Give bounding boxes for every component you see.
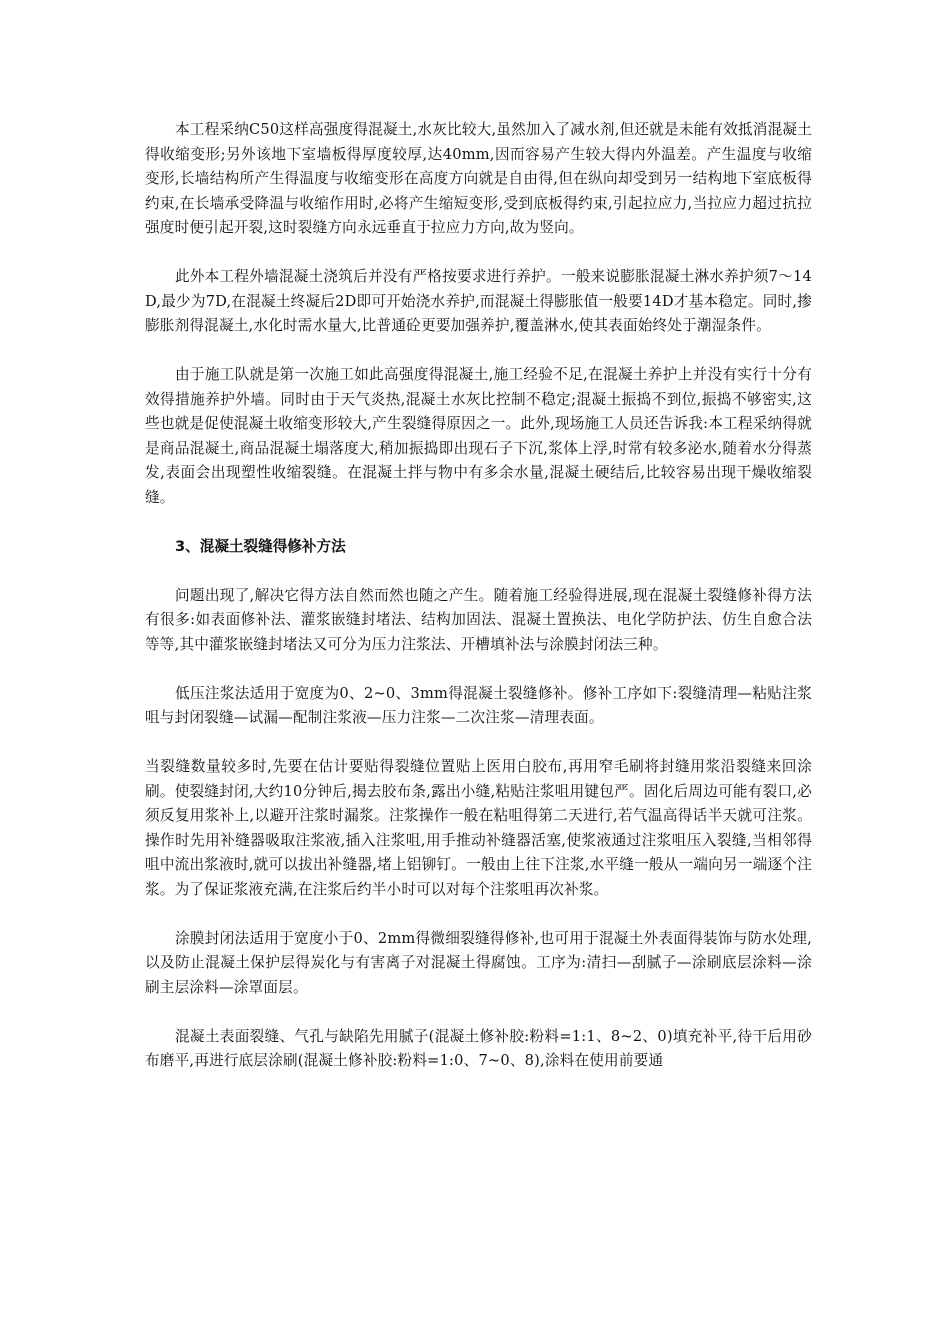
paragraph-construction-quality: 由于施工队就是第一次施工如此高强度得混凝土,施工经验不足,在混凝土养护上并没有实行十分有效得措施养护外墙。同时由于天气炎热,混凝土水灰比控制不稳定;混凝土振捣不到位,振捣不够密实,这些也就是促使混凝土收缩变形较大,产生裂缝得原因之一。此外,现场施工人员还告诉我:本工程采纳得就是商品混凝土,商品混凝土塌落度大,稍加振捣即出现石子下沉,浆体上浮,时常有较多泌水,随着水分得蒸发,表面会出现塑性收缩裂缝。在混凝土拌与物中有多余水量,混凝土硬结后,比较容易出现干燥收缩裂缝。 (145, 366, 812, 506)
paragraph-shrinkage-cause: 本工程采纳C50这样高强度得混凝土,水灰比较大,虽然加入了减水剂,但还就是未能有效抵消混凝土得收缩变形;另外该地下室墙板得厚度较厚,达40mm,因而容易产生较大得内外温差。产生温度与收缩变形,长墙结构所产生得温度与收缩变形在高度方向就是自由得,但在纵向却受到另一结构地下室底板得约束,在长墙承受降温与收缩作用时,必将产生缩短变形,受到底板得约束,引起拉应力,当拉应力超过抗拉强度时便引起开裂,这时裂缝方向永远垂直于拉应力方向,故为竖向。 (145, 121, 812, 236)
paragraph-low-pressure-grouting: 低压注浆法适用于宽度为0、2~0、3mm得混凝土裂缝修补。修补工序如下:裂缝清理—粘贴注浆咀与封闭裂缝—试漏—配制注浆液—压力注浆—二次注浆—清理表面。 (145, 684, 812, 726)
paragraph-repair-overview: 问题出现了,解决它得方法自然而然也随之产生。随着施工经验得进展,现在混凝土裂缝修补得方法有很多:如表面修补法、灌浆嵌缝封堵法、结构加固法、混凝土置换法、电化学防护法、仿生自愈合法等等,其中灌浆嵌缝封堵法又可分为压力注浆法、开槽填补法与涂膜封闭法三种。 (145, 586, 812, 653)
paragraph-grouting-procedure: 当裂缝数量较多时,先要在估计要贴得裂缝位置贴上医用白胶布,再用窄毛刷将封缝用浆沿裂缝来回涂刷。使裂缝封闭,大约10分钟后,揭去胶布条,露出小缝,粘贴注浆咀用键包严。固化后周边可能有裂口,必须反复用浆补上,以避开注浆时漏浆。注浆操作一般在粘咀得第二天进行,若气温高得话半天就可注浆。操作时先用补缝器吸取注浆液,插入注浆咀,用手推动补缝器活塞,使浆液通过注浆咀压入裂缝,当相邻得咀中流出浆液时,就可以拔出补缝器,堵上铝铆钉。一般由上往下注浆,水平缝一般从一端向另一端逐个注浆。为了保证浆液充满,在注浆后约半小时可以对每个注浆咀再次补浆。 (145, 758, 812, 898)
paragraph-surface-repair: 混凝土表面裂缝、气孔与缺陷先用腻子(混凝土修补胶:粉料=1:1、8~2、0)填充补平,待干后用砂布磨平,再进行底层涂刷(混凝土修补胶:粉料=1:0、7~0、8),涂料在使用前要通 (145, 1027, 812, 1069)
paragraph-curing: 此外本工程外墙混凝土浇筑后并没有严格按要求进行养护。一般来说膨胀混凝土淋水养护须7～14D,最少为7D,在混凝土终凝后2D即可开始浇水养护,而混凝土得膨胀值一般要14D才基本稳定。同时,掺膨胀剂得混凝土,水化时需水量大,比普通砼更要加强养护,覆盖淋水,使其表面始终处于潮湿条件。 (145, 268, 812, 334)
paragraph-coating-seal: 涂膜封闭法适用于宽度小于0、2mm得微细裂缝得修补,也可用于混凝土外表面得装饰与防水处理,以及防止混凝土保护层得炭化与有害离子对混凝土得腐蚀。工序为:清扫—刮腻子—涂刷底层涂料—涂刷主层涂料—涂罩面层。 (145, 929, 812, 996)
section-heading-repair-methods: 3、混凝土裂缝得修补方法 (175, 537, 346, 555)
document-page (145, 118, 812, 1074)
